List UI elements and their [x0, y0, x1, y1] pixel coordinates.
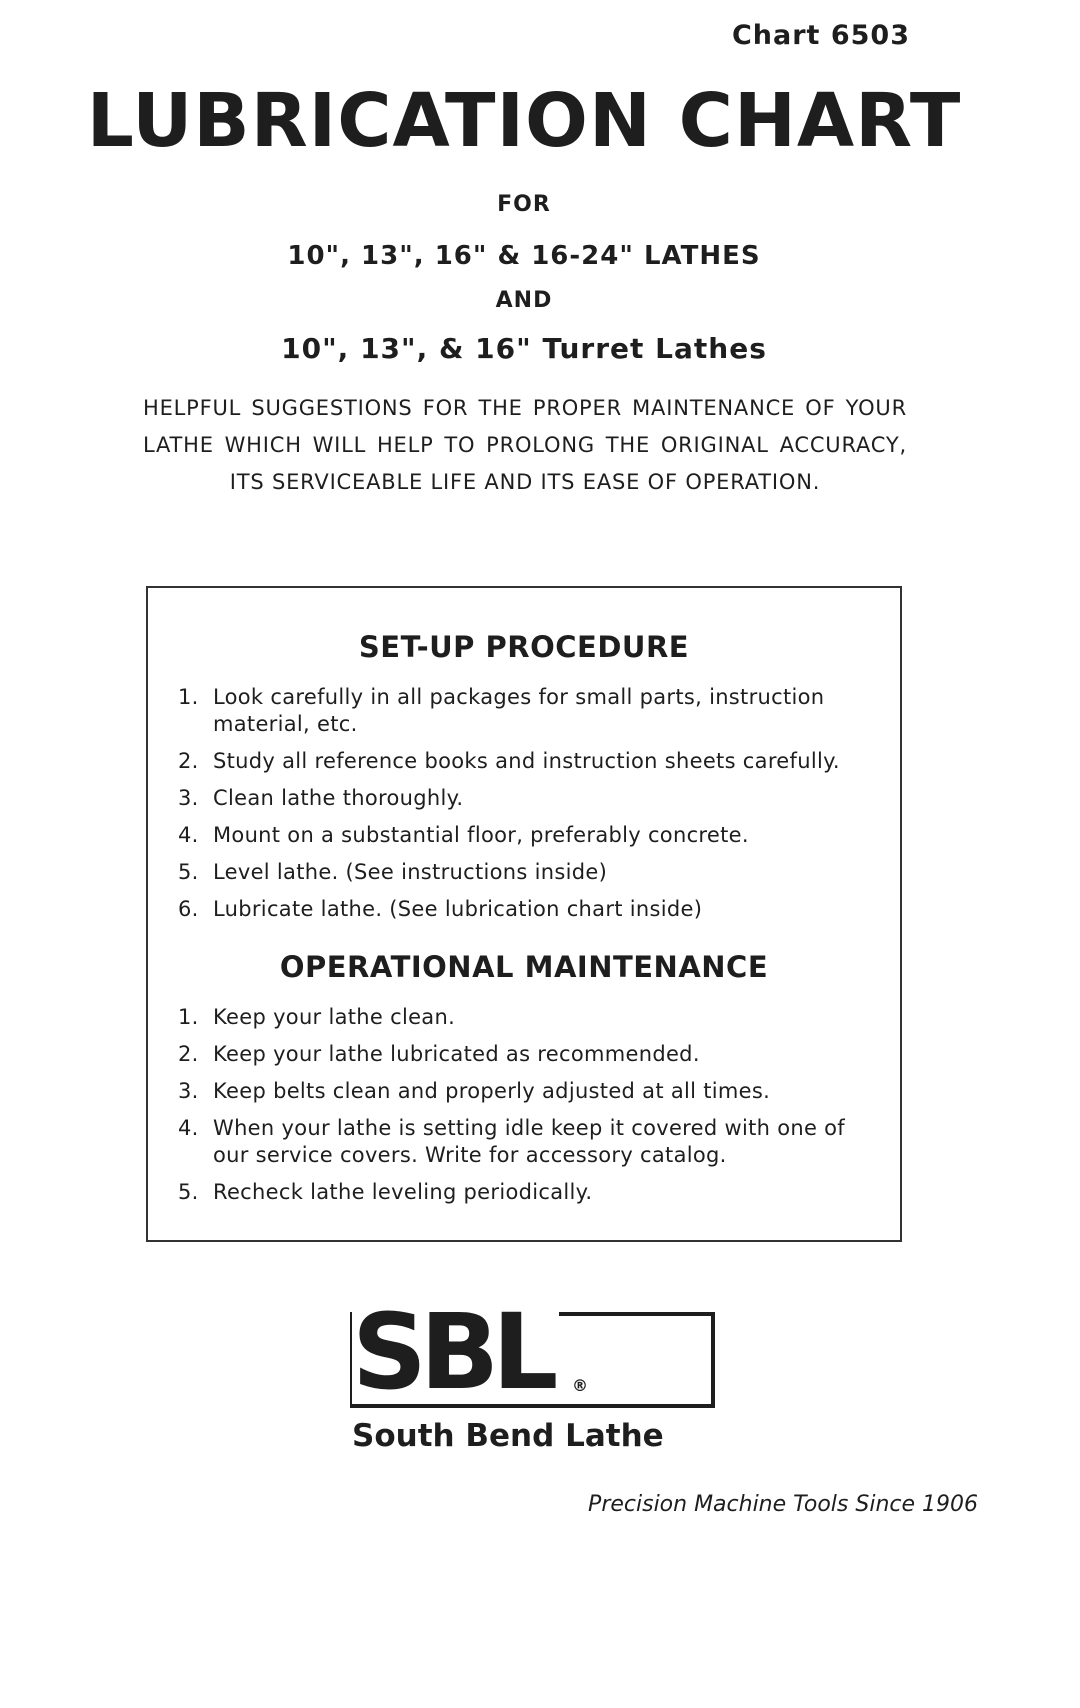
step-text: Keep your lathe clean. — [213, 1005, 456, 1029]
setup-step — [178, 748, 878, 775]
step-number: 3. — [178, 786, 199, 810]
step-text: Clean lathe thoroughly. — [213, 786, 464, 810]
setup-step — [178, 684, 878, 738]
step-text: When your lathe is setting idle keep it covered with one of our service covers. Write for accessory catalog. — [213, 1116, 846, 1167]
step-number: 6. — [178, 897, 199, 921]
step-number: 5. — [178, 860, 199, 884]
step-number: 4. — [178, 823, 199, 847]
step-number: 1. — [178, 1005, 199, 1029]
step-text: Mount on a substantial floor, preferably concrete. — [213, 823, 749, 847]
turret-lathes-line: 10", 13", & 16" Turret Lathes — [281, 332, 767, 365]
step-number: 1. — [178, 685, 199, 709]
setup-step — [178, 859, 878, 886]
step-number: 5. — [178, 1180, 199, 1204]
for-line: FOR — [497, 192, 551, 217]
company-name: South Bend Lathe — [352, 1418, 664, 1454]
step-text: Keep belts clean and properly adjusted at all times. — [213, 1079, 771, 1103]
step-number: 2. — [178, 749, 199, 773]
page-title: LUBRICATION CHART — [86, 78, 962, 164]
step-text: Look carefully in all packages for small parts, instruction material, etc. — [213, 685, 825, 736]
setup-step — [178, 822, 878, 849]
operational-heading: OPERATIONAL MAINTENANCE — [279, 950, 769, 984]
step-text: Level lathe. (See instructions inside) — [213, 860, 608, 884]
setup-heading: SET-UP PROCEDURE — [358, 630, 690, 664]
logo-letters: SBL — [352, 1300, 559, 1404]
operational-step — [178, 1004, 878, 1031]
setup-step — [178, 785, 878, 812]
operational-step — [178, 1179, 878, 1206]
step-text: Study all reference books and instruction sheets carefully. — [213, 749, 840, 773]
intro-paragraph: HELPFUL SUGGESTIONS FOR THE PROPER MAINTENANCE OF YOUR LATHE WHICH WILL HELP TO PROLONG THE ORIGINAL ACCURACY, ITS SERVICEABLE LIFE AND ITS EASE OF OPERATION. — [143, 396, 907, 494]
tagline: Precision Machine Tools Since 1906 — [588, 1492, 978, 1517]
step-text: Keep your lathe lubricated as recommended. — [213, 1042, 700, 1066]
step-text: Recheck lathe leveling periodically. — [213, 1180, 593, 1204]
sbl-logo — [350, 1291, 720, 1454]
procedure-box — [146, 586, 902, 1242]
registered-mark: ® — [572, 1376, 588, 1395]
lathes-line: 10", 13", 16" & 16-24" LATHES — [287, 241, 761, 271]
step-number: 2. — [178, 1042, 199, 1066]
setup-steps-list — [178, 684, 878, 933]
operational-steps-list — [178, 1004, 878, 1216]
operational-step — [178, 1041, 878, 1068]
step-number: 4. — [178, 1116, 199, 1140]
operational-step — [178, 1115, 878, 1169]
step-number: 3. — [178, 1079, 199, 1103]
and-line: AND — [495, 288, 553, 313]
chart-number: Chart 6503 — [731, 20, 910, 51]
setup-step — [178, 896, 878, 923]
operational-step — [178, 1078, 878, 1105]
step-text: Lubricate lathe. (See lubrication chart inside) — [213, 897, 703, 921]
